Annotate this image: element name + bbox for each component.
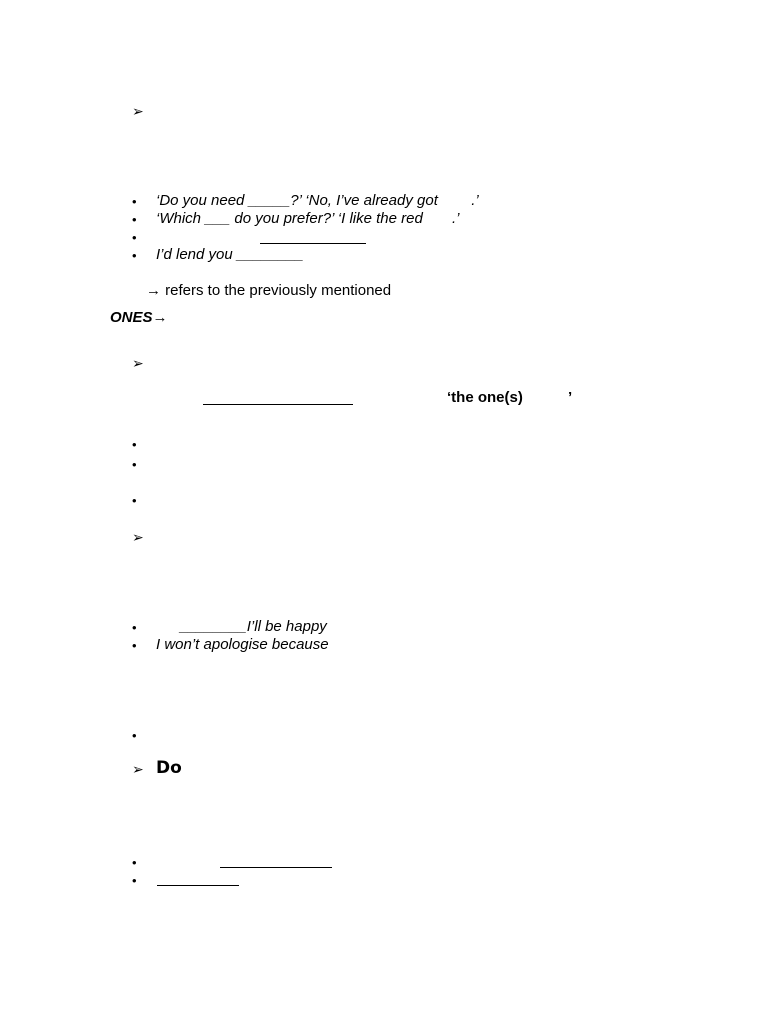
- blank-line: [157, 885, 239, 886]
- arrowhead-bullet-icon: ➢: [132, 761, 144, 777]
- bullet-icon: •: [132, 873, 137, 888]
- bullet-icon: •: [132, 728, 137, 743]
- bullet-icon: •: [132, 230, 137, 245]
- bullet-icon: •: [132, 493, 137, 508]
- arrowhead-bullet-icon: ➢: [132, 103, 144, 119]
- list-item: ‘Which ___ do you prefer?’ ‘I like the red .’: [156, 210, 460, 227]
- bullet-icon: •: [132, 194, 137, 209]
- list-item: ‘Do you need _____?’ ‘No, I’ve already got .’: [156, 192, 479, 209]
- list-item: I won’t apologise because: [156, 636, 329, 653]
- arrowhead-bullet-icon: ➢: [132, 529, 144, 545]
- bullet-icon: •: [132, 248, 137, 263]
- section-heading-ones: ONES→: [110, 309, 168, 326]
- closing-quote-mark: ’: [568, 389, 573, 406]
- blank-line: [203, 404, 353, 405]
- the-ones-text: ‘the one(s): [447, 389, 523, 406]
- bullet-icon: •: [132, 855, 137, 870]
- bullet-icon: •: [132, 638, 137, 653]
- bullet-icon: •: [132, 620, 137, 635]
- blank-line: [260, 243, 366, 244]
- blank-line: [220, 867, 332, 868]
- list-item: I’d lend you ________: [156, 246, 304, 263]
- bullet-icon: •: [132, 457, 137, 472]
- arrowhead-bullet-icon: ➢: [132, 355, 144, 371]
- list-item: ________I’ll be happy: [180, 618, 327, 635]
- note-text: → refers to the previously mentioned: [146, 282, 392, 299]
- bullet-icon: •: [132, 212, 137, 227]
- section-heading-do: Do: [156, 758, 182, 778]
- bullet-icon: •: [132, 437, 137, 452]
